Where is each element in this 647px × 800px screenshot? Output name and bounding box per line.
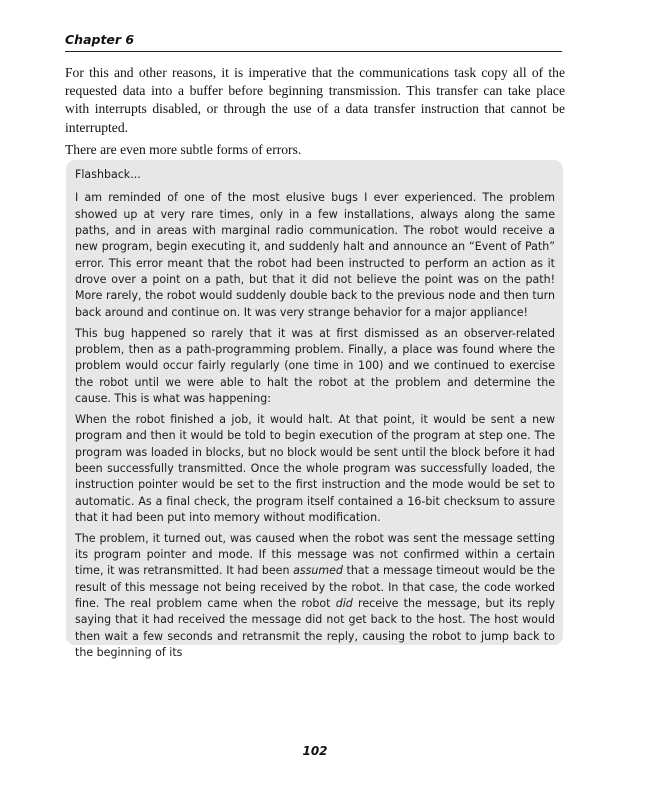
sidebar-label: Flashback... — [75, 168, 141, 181]
chapter-title: Chapter 6 — [65, 32, 135, 47]
body-paragraph: For this and other reasons, it is imperative that the communications task copy all of the requested data into a buffer before beginning transmission. This transfer can take place with interrupts disabled, or through the use of a data transfer instruction that cannot be interrupted. — [65, 65, 565, 135]
flashback-sidebar — [66, 160, 563, 660]
emphasis-did: did — [335, 597, 353, 611]
body-paragraph: There are even more subtle forms of errors. — [65, 141, 302, 157]
text-run: receive the message, but its reply saying that it had received the message did not get back to the host. The host would then wait a few seconds and retransmit the reply, causing the robot to jump back to the beginning of its — [75, 597, 555, 660]
page-number: 102 — [302, 744, 328, 758]
text-run: The problem, it turned out, was caused when the robot was sent the message setting its program pointer and mode. If this message was not confirmed within a certain time, it was retransmitted. It had been — [75, 531, 555, 578]
text-run: that a message timeout would be the result of this message not being received by the robot. In that case, the code worked fine. The real problem came when the robot — [75, 564, 556, 611]
main-text — [65, 64, 565, 159]
emphasis-assumed: assumed — [293, 564, 343, 578]
sidebar-paragraph: I am reminded of one of the most elusive bugs I ever experienced. The problem showed up at very rare times, only in a few installations, always along the same paths, and in areas with marginal radio communication. The robot would receive a new program, begin executing it, and suddenly halt and announce an “Event of Path” error. This error meant that the robot had been instructed to perform an action as it drove over a point on a path, but that it did not believe the point was on the path! More rarely, the robot would suddenly double back to the previous node and then turn back around and continue on. It was very strange behavior for a major appliance! — [75, 191, 555, 319]
sidebar-paragraph — [75, 531, 555, 662]
running-header — [65, 31, 562, 52]
sidebar-paragraph: When the robot finished a job, it would halt. At that point, it would be sent a new program and then it would be told to begin execution of the program at step one. The program was loaded in blocks, but no block would be sent until the block before it had been successfully transmitted. Once the whole program was successfully loaded, the instruction pointer would be set to the first instruction and the mode would be set to automatic. As a final check, the program itself contained a 16-bit checksum to assure that it had been put into memory without modification. — [75, 412, 555, 524]
sidebar-paragraph: This bug happened so rarely that it was at first dismissed as an observer-related problem, then as a path-programming problem. Finally, a place was found where the problem would occur fairly regularly (one time in 100) and we continued to exercise the robot until we were able to halt the robot at the problem and determine the cause. This is what was happening: — [75, 326, 555, 405]
